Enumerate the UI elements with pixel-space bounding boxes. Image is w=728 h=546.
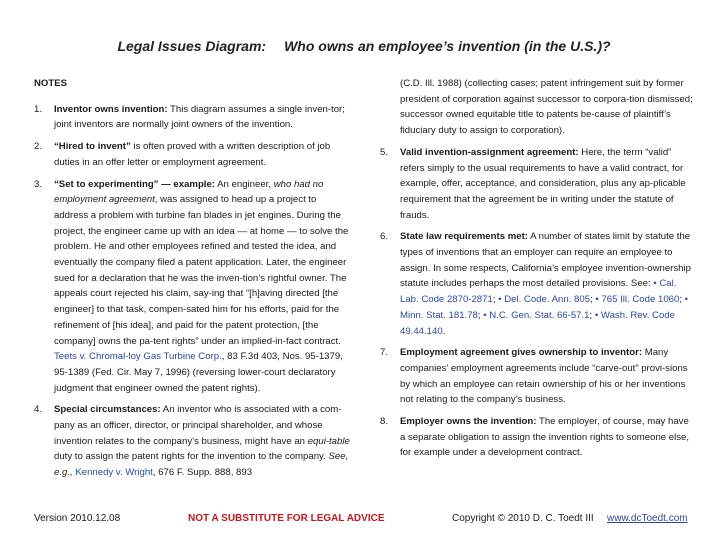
statute-link-washington[interactable]: • Wash. Rev. Code 49.44.140 xyxy=(400,309,675,337)
note-number: 4. xyxy=(34,404,43,416)
note-heading: “Hired to invent” xyxy=(54,141,131,153)
note-7 xyxy=(380,345,694,408)
note-body: Many companies’ employment agreements include “carve-out” provi-sions by which an employee can retain ownership of his or her inventions not relating to the company’s business. xyxy=(400,347,688,406)
note-number: 3. xyxy=(34,178,43,190)
note-number: 8. xyxy=(380,416,389,428)
note-4 xyxy=(34,402,352,481)
note-number: 7. xyxy=(380,347,389,359)
note-heading: Valid invention-assignment agreement: xyxy=(400,146,579,158)
note-emphasis: equi-table xyxy=(307,435,350,447)
footer-version: Version 2010.12.08 xyxy=(34,513,121,524)
note-body: duty to assign the patent rights for the invention to the company. xyxy=(54,451,329,463)
note-body: The employer, of course, may have a separate obligation to assign the invention rights to someone else, for example under a development contract. xyxy=(400,416,690,459)
note-8 xyxy=(380,414,694,461)
note-body: , 83 F.3d 403, Nos. 95-1379, 95-1389 (Fed. Cir. May 7, 1996) (reversing lower-court declaratory judgment that engineer owned the patent rights). xyxy=(54,351,343,394)
note-number: 1. xyxy=(34,103,43,115)
statute-link-north-carolina[interactable]: • N.C. Gen. Stat. 66-57.1 xyxy=(483,309,590,321)
note-body: Here, the term “valid” refers simply to the usual requirements to have a valid contract, for example, offer, acceptance, and consideration, plus any ap-plicable requirement that the agreement be in writing under the statute of frauds. xyxy=(400,146,686,221)
note-4-continued: (C.D. Ill. 1988) (collecting cases; patent infringement suit by former president of corporation against successor to corpora-tion dismissed; successor owned equitable title to patents be-cause of plaintiff’s fiduciary duty to assign to corporation). xyxy=(400,78,693,137)
page-title xyxy=(0,38,728,54)
footer-copyright: Copyright © 2010 D. C. Toedt III xyxy=(452,513,594,524)
note-body: This diagram assumes a single inven-tor; joint inventors are normally joint owners of the invention. xyxy=(54,103,345,131)
note-heading: Employment agreement gives ownership to inventor: xyxy=(400,347,643,359)
note-body: An inventor who is associated with a com-pany as an officer, director, or principal shareholder, and whose invention relates to the company’s business, might have an xyxy=(54,404,342,447)
notes-heading: NOTES xyxy=(34,78,68,89)
notes-right-column xyxy=(380,76,694,467)
note-emphasis: who had no employment agreement xyxy=(54,178,324,206)
case-link-teets[interactable]: Teets v. Chromal-loy Gas Turbine Corp. xyxy=(54,351,222,363)
note-heading: Employer owns the invention: xyxy=(400,416,537,428)
note-heading: Inventor owns invention: xyxy=(54,103,168,115)
note-emphasis: See, e.g., xyxy=(54,451,349,479)
note-body: A number of states limit by statute the types of inventions that an employer can require an employee to assign. In some respects, California’s employee invention-ownership statute includes perhaps the most detailed provisions. See: xyxy=(400,231,691,290)
note-5 xyxy=(380,145,694,224)
note-body: , was assigned to head up a project to address a problem with turbine fan blades in jet engines. During the project, the engineer came up with an idea — at home — to solve the problem. He and other employees refined and tested the idea, and eventually the company filed a patent application. Later, the engineer sued for a declaration that he was the inven-tion’s rightful owner. The appeals court rejected his claim, say-ing that “[h]aving directed [the engineer] to that task, compen-sated him for his efforts, paid for the refinement of [his idea], and paid for the patent protection, [the company] owns the pa-tent rights” under an implied-in-fact contract. xyxy=(54,194,349,347)
statute-link-illinois[interactable]: • 765 Ill. Code 1060 xyxy=(595,294,680,306)
note-1 xyxy=(34,102,352,133)
note-heading: State law requirements met: xyxy=(400,231,528,243)
note-number: 2. xyxy=(34,141,43,153)
note-heading: “Set to experimenting” — example: xyxy=(54,178,215,190)
note-number: 6. xyxy=(380,231,389,243)
note-number: 5. xyxy=(380,146,389,158)
footer-disclaimer: NOT A SUBSTITUTE FOR LEGAL ADVICE xyxy=(188,513,385,524)
statute-link-delaware[interactable]: • Del. Code. Ann. 805 xyxy=(498,294,591,306)
note-6: 6. State law requirements met: A number of states limit by statute the types of inventions that an employer can require an employee to assign. In some respects, California’s employee invention-ownership statute includes perhaps the most detailed provisions. See: • Cal. Lab. Code 2870-2871; • Del. Code. Ann. 805; • 765 Ill. Code 1060; • Minn. Stat. 181.78; • N.C. Gen. Stat. 66-57.1; • Wash. Rev. Code 49.44.140. xyxy=(380,231,691,337)
title-left: Legal Issues Diagram: xyxy=(117,38,267,54)
case-link-kennedy[interactable]: Kennedy v. Wright xyxy=(72,467,153,479)
statute-link-minnesota[interactable]: • Minn. Stat. 181.78 xyxy=(400,294,689,321)
title-right: Who owns an employee’s invention (in the U.S.)? xyxy=(284,38,611,54)
note-body: An engineer, xyxy=(215,178,274,190)
note-body: , 676 F. Supp. 888, 893 xyxy=(152,467,253,479)
note-3 xyxy=(34,177,352,397)
notes-left-column xyxy=(34,76,352,487)
note-2 xyxy=(34,139,352,170)
footer-website-link[interactable]: www.dcToedt.com xyxy=(607,513,688,524)
note-body: is often proved with a written description of job duties in an offer letter or employment agreement. xyxy=(54,141,331,168)
statute-link-california[interactable]: • Cal. Lab. Code 2870-2871 xyxy=(400,278,677,306)
note-heading: Special circumstances: xyxy=(54,404,161,416)
